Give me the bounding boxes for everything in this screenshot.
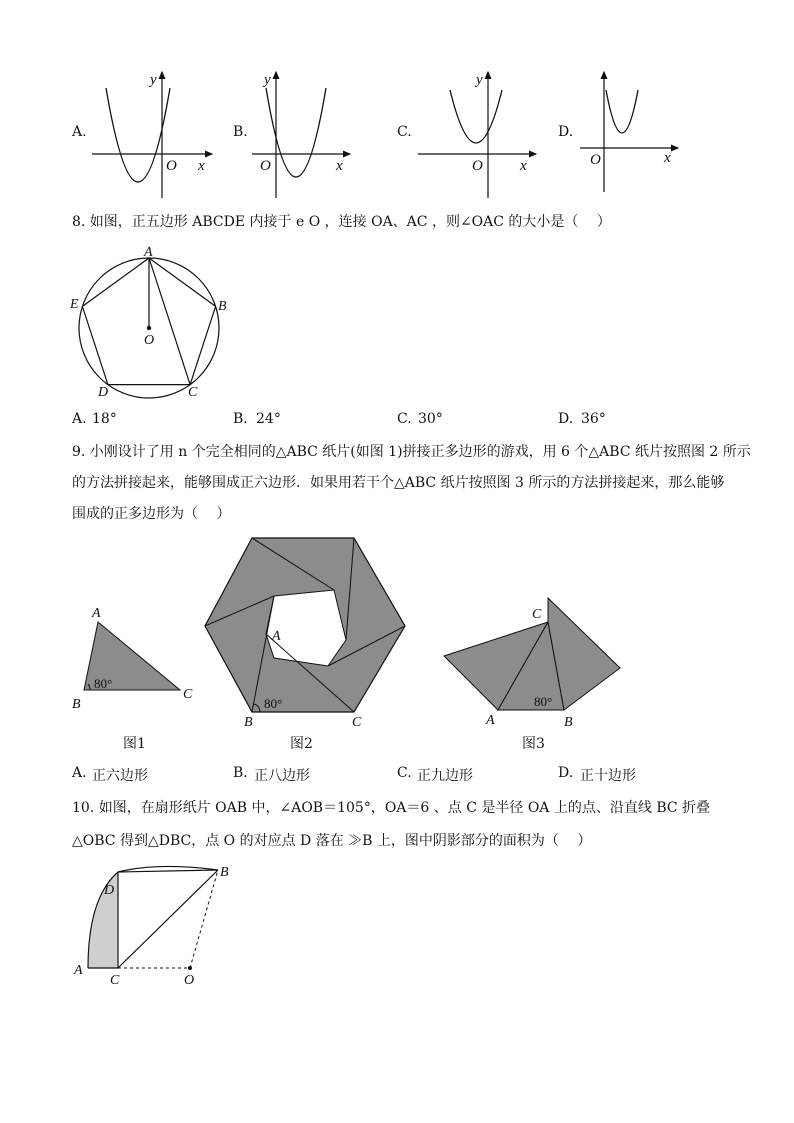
svg-text:80°: 80° — [94, 676, 113, 691]
q8-stem: 8. 如图，正五边形 ABCDE 内接于 e O ，连接 OA、AC ，则∠OAC 的大小是（ ） — [72, 214, 611, 230]
segment-db — [118, 870, 218, 872]
svg-text:C: C — [188, 385, 198, 400]
svg-text:y: y — [264, 72, 271, 88]
svg-text:C: C — [532, 607, 542, 622]
svg-text:x: x — [336, 158, 343, 174]
svg-text:y: y — [476, 72, 483, 88]
q8-option-a-text[interactable]: 18° — [92, 411, 117, 427]
q7-graph-b — [248, 66, 358, 206]
origin-label: O — [166, 158, 177, 174]
q7-graph-a — [88, 66, 218, 206]
svg-text:A: A — [486, 713, 495, 728]
q7-option-c-letter[interactable]: C. — [397, 124, 412, 140]
svg-text:x: x — [520, 158, 527, 174]
q8-option-d-letter[interactable]: D. — [558, 411, 574, 427]
q10-stem-line1: 10. 如图，在扇形纸片 OAB 中，∠AOB＝105°，OA＝6 、点 C 是半径 OA 上的点、沿直线 BC 折叠 — [72, 800, 711, 816]
svg-text:E: E — [70, 297, 79, 312]
q7-option-a-letter[interactable]: A. — [72, 124, 87, 140]
q7-options — [0, 60, 794, 210]
q9-option-a-letter[interactable]: A. — [72, 765, 87, 781]
svg-text:B: B — [564, 715, 573, 730]
parabola — [106, 88, 170, 182]
q7-option-b-letter[interactable]: B. — [233, 124, 248, 140]
svg-text:B: B — [218, 299, 227, 314]
svg-text:A: A — [272, 629, 281, 644]
q9-stem-line3: 围成的正多边形为（ ） — [72, 506, 231, 522]
segment-ac — [149, 258, 190, 385]
q10-stem-line2: △OBC 得到△DBC，点 O 的对应点 D 落在 ≫B 上，图中阴影部分的面积为（ ） — [72, 833, 592, 849]
q8-option-b-text[interactable]: 24° — [256, 411, 281, 427]
q9-option-c-letter[interactable]: C. — [397, 765, 412, 781]
q9-option-d-letter[interactable]: D. — [558, 765, 574, 781]
y-label: y — [150, 72, 157, 88]
svg-text:O: O — [260, 158, 271, 174]
svg-text:A: A — [74, 963, 83, 978]
q9-figure2 — [196, 530, 416, 730]
q9-option-d-text[interactable]: 正十边形 — [580, 768, 636, 784]
q9-option-c-text[interactable]: 正九边形 — [417, 768, 473, 784]
svg-text:80°: 80° — [534, 694, 553, 709]
q8-option-a-letter[interactable]: A. — [72, 411, 87, 427]
q9-figure1 — [66, 600, 206, 720]
q8-option-c-letter[interactable]: C. — [397, 411, 412, 427]
q7-graph-d — [576, 66, 686, 206]
inner-hole — [266, 590, 346, 666]
q9-stem-line2: 的方法拼接起来，能够围成正六边形．如果用若干个△ABC 纸片按照图 3 所示的方法拼接起来，那么能够 — [72, 475, 725, 491]
x-label: x — [198, 158, 205, 174]
q9-figure2-caption: 图2 — [290, 736, 313, 752]
svg-text:80°: 80° — [264, 696, 283, 711]
svg-text:B: B — [72, 697, 81, 712]
svg-text:x: x — [664, 150, 671, 166]
q10-figure — [68, 858, 248, 988]
q9-option-b-letter[interactable]: B. — [233, 765, 248, 781]
svg-text:O: O — [590, 152, 601, 168]
q8-option-d-text[interactable]: 36° — [581, 411, 606, 427]
svg-text:C: C — [183, 687, 193, 702]
q7-graph-c — [414, 66, 544, 206]
svg-text:B: B — [220, 865, 229, 880]
q9-stem-line1: 9. 小刚设计了用 n 个完全相同的△ABC 纸片(如图 1)拼接正多边形的游戏，用 6 个△ABC 纸片按照图 2 所示 — [72, 444, 751, 460]
svg-text:C: C — [110, 973, 120, 988]
q8-figure — [64, 244, 234, 404]
svg-text:A: A — [144, 245, 153, 260]
q9-figure3 — [438, 594, 628, 734]
q8-option-b-letter[interactable]: B. — [233, 411, 248, 427]
svg-text:O: O — [144, 333, 155, 348]
q9-option-b-text[interactable]: 正八边形 — [254, 768, 310, 784]
svg-text:O: O — [184, 973, 195, 988]
svg-text:A: A — [92, 606, 101, 621]
q7-option-d-letter[interactable]: D. — [558, 124, 574, 140]
q9-option-a-text[interactable]: 正六边形 — [92, 768, 148, 784]
q9-figure3-caption: 图3 — [522, 736, 545, 752]
segment-ob-dashed — [190, 870, 218, 968]
svg-text:O: O — [472, 158, 483, 174]
center-dot — [147, 326, 151, 330]
q9-figure1-caption: 图1 — [123, 736, 146, 752]
svg-text:D: D — [98, 385, 109, 400]
svg-text:B: B — [244, 715, 253, 730]
svg-text:D: D — [104, 883, 115, 898]
svg-text:C: C — [352, 715, 362, 730]
segment-cb — [118, 870, 218, 968]
q8-option-c-text[interactable]: 30° — [418, 411, 443, 427]
